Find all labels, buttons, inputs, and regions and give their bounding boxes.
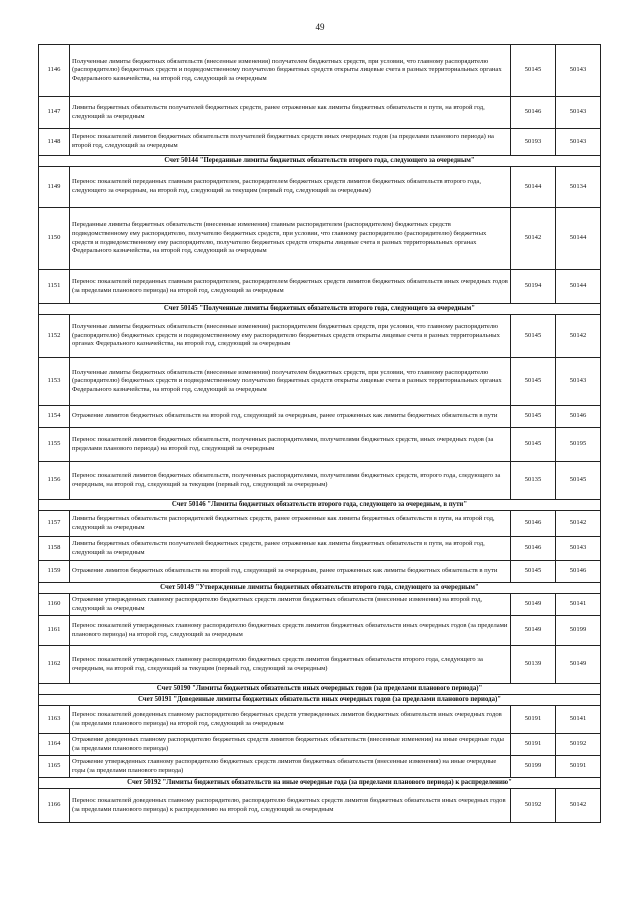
- entry-number: 1149: [39, 167, 70, 208]
- credit-account: 50192: [556, 734, 601, 756]
- table-row: [39, 428, 601, 462]
- credit-account: 50191: [556, 756, 601, 778]
- account-section-header: [39, 156, 601, 167]
- entry-description: Перенос показателей переданных главным распорядителем, распорядителем бюджетных средств лимитов бюджетных обязательств второго года, следующего за очередным, на второй год, следующий за текущим (первый год, следующий за очередным): [70, 167, 511, 208]
- debit-account: 50142: [511, 208, 556, 270]
- table-row: [39, 789, 601, 823]
- account-section-header: [39, 500, 601, 511]
- entry-number: 1161: [39, 616, 70, 646]
- table-row: [39, 462, 601, 500]
- table-row: [39, 358, 601, 406]
- credit-account: 50142: [556, 315, 601, 358]
- credit-account: 50149: [556, 646, 601, 684]
- entry-description: Полученные лимиты бюджетных обязательств (внесенные изменения) получателем бюджетных средств, при условии, что главному распорядителю (распорядителю) бюджетных средств и подведомственному получателю бюджетных средств открыты лицевые счета в разных территориальных органах Федерального казначейства, на второй год, следующий за очередным: [70, 45, 511, 97]
- table-row: [39, 561, 601, 583]
- debit-account: 50145: [511, 428, 556, 462]
- entry-description: Перенос показателей доведенных главному распорядителю, распорядителю бюджетных средств лимитов бюджетных обязательств иных очередных годов (за пределами планового периода) к распределению на второй год, следующий за очередным: [70, 789, 511, 823]
- credit-account: 50143: [556, 537, 601, 561]
- account-section-header: [39, 583, 601, 594]
- debit-account: 50145: [511, 315, 556, 358]
- table-row: [39, 208, 601, 270]
- debit-account: 50146: [511, 511, 556, 537]
- entry-description: Перенос показателей лимитов бюджетных обязательств, полученных распорядителями, получателями бюджетных средств, второго года, следующего за очередным, на второй год, следующий за текущим (первый год, следующий за очередным): [70, 462, 511, 500]
- entry-number: 1151: [39, 270, 70, 304]
- entry-number: 1153: [39, 358, 70, 406]
- account-section-header: [39, 684, 601, 695]
- credit-account: 50195: [556, 428, 601, 462]
- entry-number: 1163: [39, 706, 70, 734]
- entry-number: 1156: [39, 462, 70, 500]
- credit-account: 50143: [556, 45, 601, 97]
- entry-number: 1146: [39, 45, 70, 97]
- debit-account: 50149: [511, 594, 556, 616]
- accounting-entries-table: [38, 44, 601, 823]
- account-section-header: [39, 695, 601, 706]
- table-row: [39, 646, 601, 684]
- entry-description: Перенос показателей утвержденных главному распорядителю бюджетных средств лимитов бюджетных обязательств второго года, следующего за очередным, на второй год, следующий за текущим (первый год, следующий за очередным): [70, 646, 511, 684]
- section-title: Счет 50149 "Утвержденные лимиты бюджетных обязательств второго года, следующего за очередным": [39, 583, 601, 594]
- entry-number: 1157: [39, 511, 70, 537]
- debit-account: 50145: [511, 358, 556, 406]
- debit-account: 50149: [511, 616, 556, 646]
- entry-description: Переданные лимиты бюджетных обязательств (внесенные изменения) главным распорядителем (распорядителем) бюджетных средств подведомственному ему распорядителю, получателю бюджетных средств, при условии, что главному распорядителю (распорядителю) бюджетных средств и подведомственному ему распорядителю, получателю бюджетных средств открыты лицевые счета в разных территориальных органах Федерального казначейства, на второй год, следующий за очередным: [70, 208, 511, 270]
- entry-number: 1148: [39, 129, 70, 156]
- entry-description: Отражение лимитов бюджетных обязательств на второй год, следующий за очередным, ранее отраженных как лимиты бюджетных обязательств в пути: [70, 406, 511, 428]
- credit-account: 50142: [556, 511, 601, 537]
- debit-account: 50145: [511, 561, 556, 583]
- table-row: [39, 167, 601, 208]
- credit-account: 50143: [556, 97, 601, 129]
- debit-account: 50199: [511, 756, 556, 778]
- entry-description: Лимиты бюджетных обязательств получателей бюджетных средств, ранее отраженные как лимиты бюджетных обязательств в пути, на второй год, следующий за очередным: [70, 97, 511, 129]
- credit-account: 50199: [556, 616, 601, 646]
- debit-account: 50145: [511, 45, 556, 97]
- section-title: Счет 50190 "Лимиты бюджетных обязательств иных очередных годов (за пределами планового периода)": [39, 684, 601, 695]
- account-section-header: [39, 304, 601, 315]
- credit-account: 50141: [556, 594, 601, 616]
- debit-account: 50146: [511, 537, 556, 561]
- credit-account: 50144: [556, 208, 601, 270]
- entry-description: Полученные лимиты бюджетных обязательств (внесенные изменения) получателем бюджетных средств, при условии, что главному распорядителю (распорядителю) бюджетных средств и подведомственному получателю бюджетных средств открыты лицевые счета в разных территориальных органах Федерального казначейства, на второй год, следующий за очередным: [70, 358, 511, 406]
- entry-description: Перенос показателей лимитов бюджетных обязательств, полученных распорядителями, получателями бюджетных средств, иных очередных годов (за пределами планового периода) на второй год, следующий за очередным: [70, 428, 511, 462]
- entry-number: 1164: [39, 734, 70, 756]
- entry-number: 1155: [39, 428, 70, 462]
- account-section-header: [39, 778, 601, 789]
- debit-account: 50145: [511, 406, 556, 428]
- entry-description: Перенос показателей доведенных главному распорядителю бюджетных средств утвержденных лимитов бюджетных обязательств иных очередных годов (за пределами планового периода) на второй год, следующий за очередным: [70, 706, 511, 734]
- debit-account: 50146: [511, 97, 556, 129]
- credit-account: 50141: [556, 706, 601, 734]
- credit-account: 50143: [556, 358, 601, 406]
- entry-description: Перенос показателей лимитов бюджетных обязательств получателей бюджетных средств иных очередных годов (за пределами планового периода) на второй год, следующий за очередным: [70, 129, 511, 156]
- table-body: [39, 45, 601, 823]
- credit-account: 50142: [556, 789, 601, 823]
- table-row: [39, 756, 601, 778]
- credit-account: 50143: [556, 129, 601, 156]
- debit-account: 50194: [511, 270, 556, 304]
- entry-number: 1152: [39, 315, 70, 358]
- debit-account: 50193: [511, 129, 556, 156]
- table-row: [39, 270, 601, 304]
- entry-description: Отражение лимитов бюджетных обязательств на второй год, следующий за очередным, ранее отраженных как лимиты бюджетных обязательств в пути: [70, 561, 511, 583]
- entry-number: 1159: [39, 561, 70, 583]
- entry-description: Отражение доведенных главному распорядителю бюджетных средств лимитов бюджетных обязательств (внесенные изменения) на иные очередные годы (за пределами планового периода): [70, 734, 511, 756]
- table-row: [39, 45, 601, 97]
- entry-description: Лимиты бюджетных обязательств получателей бюджетных средств, ранее отраженные как лимиты бюджетных обязательств в пути, на второй год, следующий за очередным: [70, 537, 511, 561]
- table-row: [39, 537, 601, 561]
- table-row: [39, 734, 601, 756]
- section-title: Счет 50144 "Переданные лимиты бюджетных обязательств второго года, следующего за очередным": [39, 156, 601, 167]
- entry-description: Лимиты бюджетных обязательств распорядителей бюджетных средств, ранее отраженные как лимиты бюджетных обязательств в пути, на второй год, следующий за очередным: [70, 511, 511, 537]
- entry-number: 1147: [39, 97, 70, 129]
- section-title: Счет 50146 "Лимиты бюджетных обязательств второго года, следующего за очередным, в пути": [39, 500, 601, 511]
- entry-number: 1162: [39, 646, 70, 684]
- table-row: [39, 511, 601, 537]
- entry-number: 1158: [39, 537, 70, 561]
- entry-number: 1150: [39, 208, 70, 270]
- entry-description: Отражение утвержденных главному распорядителю бюджетных средств лимитов бюджетных обязательств (внесенные изменения) на иные очередные годы (за пределами планового периода): [70, 756, 511, 778]
- table-row: [39, 315, 601, 358]
- entry-description: Отражение утвержденных главному распорядителю бюджетных средств лимитов бюджетных обязательств (внесенные изменения) на второй год, следующий за очередным: [70, 594, 511, 616]
- credit-account: 50134: [556, 167, 601, 208]
- entry-description: Перенос показателей переданных главным распорядителем, распорядителем бюджетных средств лимитов бюджетных обязательств иных очередных годов (за пределами планового периода) на второй год, следующий за очередным: [70, 270, 511, 304]
- debit-account: 50191: [511, 734, 556, 756]
- debit-account: 50144: [511, 167, 556, 208]
- table-row: [39, 406, 601, 428]
- table-row: [39, 616, 601, 646]
- table-row: [39, 97, 601, 129]
- entry-number: 1154: [39, 406, 70, 428]
- debit-account: 50139: [511, 646, 556, 684]
- credit-account: 50144: [556, 270, 601, 304]
- entry-description: Полученные лимиты бюджетных обязательств (внесенные изменения) распорядителем бюджетных средств, при условии, что главному распорядителю (распорядителю) бюджетных средств и подведомственному ему распорядителю бюджетных средств открыты лицевые счета в разных территориальных органах Федерального казначейства, на второй год, следующий за очередным: [70, 315, 511, 358]
- debit-account: 50191: [511, 706, 556, 734]
- entry-number: 1166: [39, 789, 70, 823]
- section-title: Счет 50192 "Лимиты бюджетных обязательств на иные очередные года (за пределами планового периода) к распределению": [39, 778, 601, 789]
- page-number: 49: [315, 22, 325, 32]
- debit-account: 50192: [511, 789, 556, 823]
- credit-account: 50146: [556, 561, 601, 583]
- debit-account: 50135: [511, 462, 556, 500]
- section-title: Счет 50145 "Полученные лимиты бюджетных обязательств второго года, следующего за очередным": [39, 304, 601, 315]
- table-row: [39, 129, 601, 156]
- entry-description: Перенос показателей утвержденных главному распорядителю бюджетных средств лимитов бюджетных обязательств иных очередных годов (за пределами планового периода) на второй год, следующий за очередным: [70, 616, 511, 646]
- table-row: [39, 706, 601, 734]
- entry-number: 1160: [39, 594, 70, 616]
- entry-number: 1165: [39, 756, 70, 778]
- credit-account: 50146: [556, 406, 601, 428]
- table-row: [39, 594, 601, 616]
- section-title: Счет 50191 "Доведенные лимиты бюджетных обязательств иных очередных годов (за пределами планового периода)": [39, 695, 601, 706]
- credit-account: 50145: [556, 462, 601, 500]
